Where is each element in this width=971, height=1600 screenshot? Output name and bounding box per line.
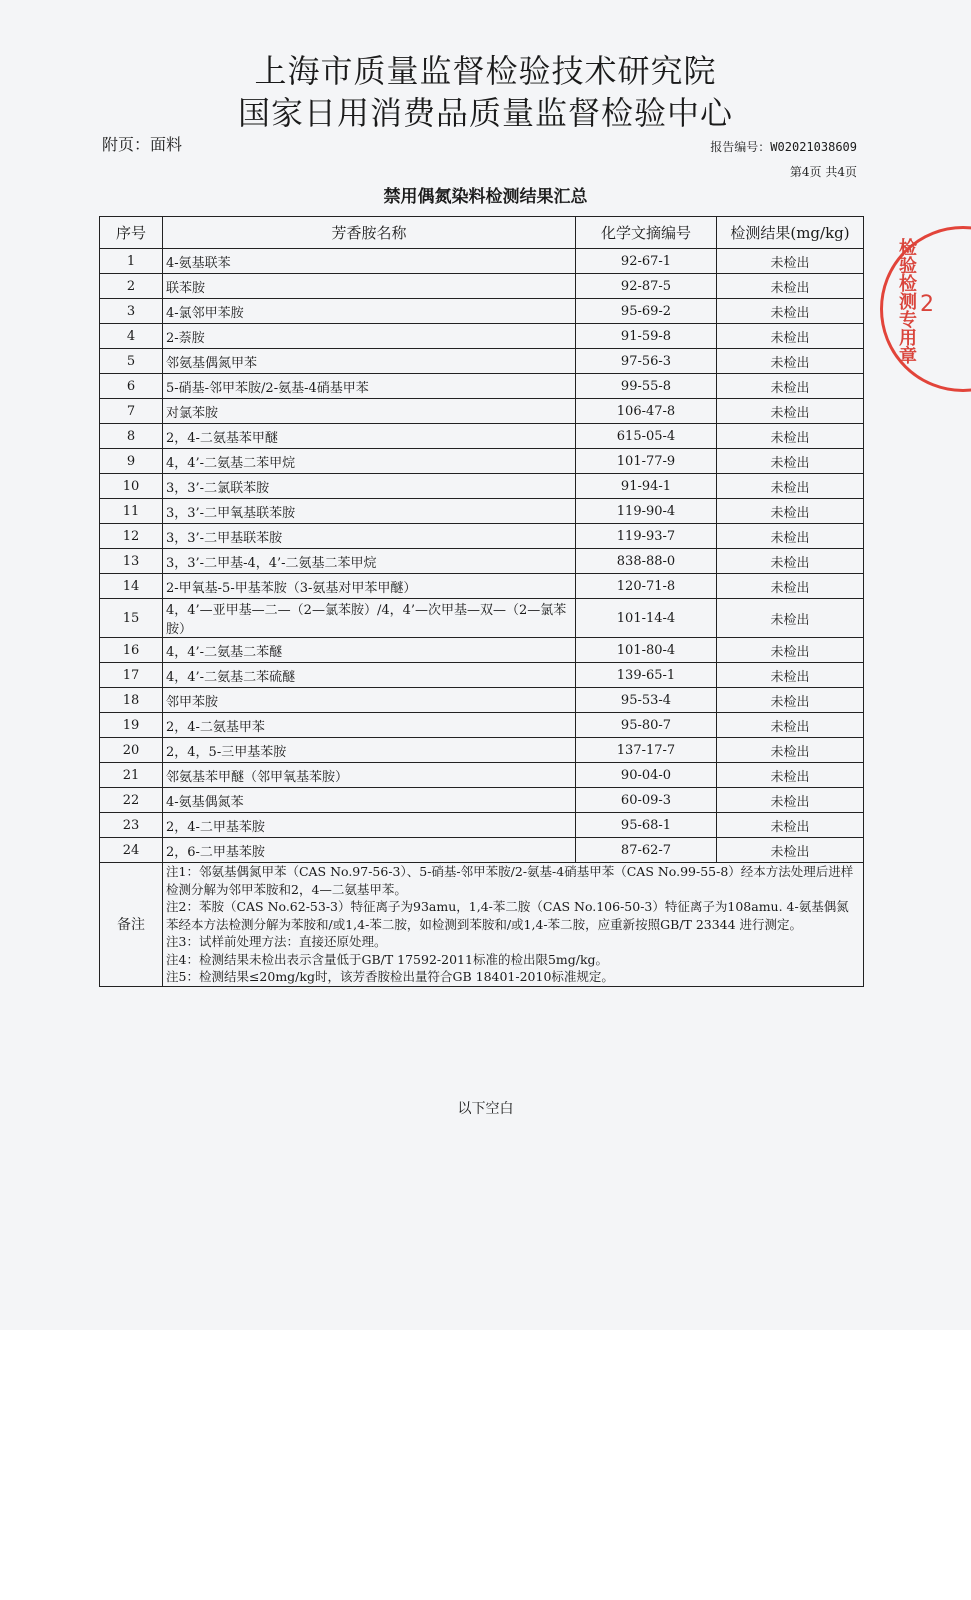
row-cas-number: 95-69-2 [576,299,717,324]
notes-label: 备注 [100,863,163,987]
row-result: 未检出 [717,524,864,549]
header-name: 芳香胺名称 [163,217,576,249]
row-amine-name: 2，4-二氨基苯甲醚 [163,424,576,449]
row-amine-name: 对氯苯胺 [163,399,576,424]
table-row [100,349,864,374]
row-cas-number: 101-77-9 [576,449,717,474]
row-amine-name: 4，4’-二氨基二苯醚 [163,638,576,663]
seal-number: 2 [920,292,934,317]
row-amine-name: 联苯胺 [163,274,576,299]
table-row [100,449,864,474]
table-row [100,838,864,863]
row-cas-number: 92-87-5 [576,274,717,299]
row-amine-name: 3，3’-二甲氧基联苯胺 [163,499,576,524]
table-row [100,688,864,713]
row-cas-number: 92-67-1 [576,249,717,274]
row-no: 2 [100,274,163,299]
table-row [100,599,864,638]
row-cas-number: 99-55-8 [576,374,717,399]
table-row [100,813,864,838]
row-no: 13 [100,549,163,574]
row-amine-name: 2，6-二甲基苯胺 [163,838,576,863]
note-5: 注5：检测结果≤20mg/kg时，该芳香胺检出量符合GB 18401-2010标准规定。 [166,969,614,984]
row-no: 22 [100,788,163,813]
row-result: 未检出 [717,599,864,638]
row-amine-name: 4-氯邻甲苯胺 [163,299,576,324]
row-cas-number: 838-88-0 [576,549,717,574]
row-result: 未检出 [717,349,864,374]
header-result: 检测结果(mg/kg) [717,217,864,249]
row-cas-number: 119-90-4 [576,499,717,524]
appendix-label: 附页：面料 [102,135,183,154]
row-cas-number: 615-05-4 [576,424,717,449]
row-amine-name: 3，3’-二甲基联苯胺 [163,524,576,549]
table-row [100,788,864,813]
row-cas-number: 119-93-7 [576,524,717,549]
row-no: 8 [100,424,163,449]
table-row [100,299,864,324]
row-no: 9 [100,449,163,474]
table-row [100,713,864,738]
row-no: 16 [100,638,163,663]
row-cas-number: 91-94-1 [576,474,717,499]
row-cas-number: 95-80-7 [576,713,717,738]
table-header-row [100,217,864,249]
institute-title: 上海市质量监督检验技术研究院 [254,52,717,90]
results-table [99,216,864,987]
row-cas-number: 90-04-0 [576,763,717,788]
table-row [100,474,864,499]
row-no: 15 [100,599,163,638]
header-no: 序号 [100,217,163,249]
row-cas-number: 120-71-8 [576,574,717,599]
row-no: 23 [100,813,163,838]
row-amine-name: 3，3’-二氯联苯胺 [163,474,576,499]
page-info: 第4页 共4页 [789,165,857,179]
row-amine-name: 4，4’—亚甲基—二—（2—氯苯胺）/4，4’—次甲基—双—（2—氯苯胺） [163,599,576,638]
table-row [100,499,864,524]
table-row [100,399,864,424]
report-number: 报告编号：W02021038609 [710,140,857,154]
row-no: 6 [100,374,163,399]
row-no: 3 [100,299,163,324]
row-result: 未检出 [717,838,864,863]
row-result: 未检出 [717,499,864,524]
row-no: 5 [100,349,163,374]
row-amine-name: 4，4’-二氨基二苯甲烷 [163,449,576,474]
row-amine-name: 邻氨基偶氮甲苯 [163,349,576,374]
row-result: 未检出 [717,324,864,349]
table-row [100,738,864,763]
row-no: 19 [100,713,163,738]
notes-cell [163,863,864,987]
summary-title: 禁用偶氮染料检测结果汇总 [383,187,588,207]
row-cas-number: 97-56-3 [576,349,717,374]
row-no: 10 [100,474,163,499]
row-amine-name: 4-氨基偶氮苯 [163,788,576,813]
row-cas-number: 139-65-1 [576,663,717,688]
row-no: 14 [100,574,163,599]
row-amine-name: 2，4-二氨基甲苯 [163,713,576,738]
table-row [100,638,864,663]
row-amine-name: 2-甲氧基-5-甲基苯胺（3-氨基对甲苯甲醚） [163,574,576,599]
table-row [100,763,864,788]
table-row [100,274,864,299]
note-1: 注1：邻氨基偶氮甲苯（CAS No.97-56-3）、5-硝基-邻甲苯胺/2-氨基-4硝基甲苯（CAS No.99-55-8）经本方法处理后进样检测分解为邻甲苯胺和2，4—二氨基甲苯。 [166,864,854,897]
row-no: 24 [100,838,163,863]
row-result: 未检出 [717,274,864,299]
row-result: 未检出 [717,249,864,274]
row-result: 未检出 [717,299,864,324]
row-no: 1 [100,249,163,274]
note-3: 注3：试样前处理方法：直接还原处理。 [166,934,387,949]
row-result: 未检出 [717,449,864,474]
row-result: 未检出 [717,399,864,424]
row-result: 未检出 [717,638,864,663]
row-no: 21 [100,763,163,788]
row-amine-name: 5-硝基-邻甲苯胺/2-氨基-4硝基甲苯 [163,374,576,399]
row-cas-number: 106-47-8 [576,399,717,424]
row-no: 20 [100,738,163,763]
center-title: 国家日用消费品质量监督检验中心 [237,94,733,132]
table-row [100,663,864,688]
row-no: 11 [100,499,163,524]
table-body [100,249,864,863]
row-amine-name: 4，4’-二氨基二苯硫醚 [163,663,576,688]
seal-text: 检验检测专用章 [896,238,917,364]
row-cas-number: 91-59-8 [576,324,717,349]
row-amine-name: 2-萘胺 [163,324,576,349]
row-no: 4 [100,324,163,349]
row-result: 未检出 [717,474,864,499]
note-4: 注4：检测结果未检出表示含量低于GB/T 17592-2011标准的检出限5mg/kg。 [166,951,609,967]
row-no: 12 [100,524,163,549]
row-result: 未检出 [717,713,864,738]
row-amine-name: 邻氨基苯甲醚（邻甲氧基苯胺） [163,763,576,788]
row-cas-number: 101-14-4 [576,599,717,638]
row-result: 未检出 [717,688,864,713]
table-row [100,574,864,599]
table-row [100,549,864,574]
row-no: 17 [100,663,163,688]
table-row [100,374,864,399]
row-cas-number: 137-17-7 [576,738,717,763]
row-amine-name: 邻甲苯胺 [163,688,576,713]
row-result: 未检出 [717,574,864,599]
row-amine-name: 4-氨基联苯 [163,249,576,274]
row-result: 未检出 [717,549,864,574]
row-result: 未检出 [717,738,864,763]
row-amine-name: 3，3’-二甲基-4，4’-二氨基二苯甲烷 [163,549,576,574]
header-cas: 化学文摘编号 [576,217,717,249]
table-row [100,249,864,274]
row-cas-number: 87-62-7 [576,838,717,863]
row-cas-number: 95-53-4 [576,688,717,713]
row-no: 7 [100,399,163,424]
table-row [100,424,864,449]
notes-row [100,863,864,987]
row-cas-number: 60-09-3 [576,788,717,813]
row-result: 未检出 [717,424,864,449]
row-result: 未检出 [717,374,864,399]
row-no: 18 [100,688,163,713]
row-cas-number: 95-68-1 [576,813,717,838]
row-result: 未检出 [717,763,864,788]
table-row [100,324,864,349]
row-amine-name: 2，4-二甲基苯胺 [163,813,576,838]
note-2: 注2：苯胺（CAS No.62-53-3）特征离子为93amu，1,4-苯二胺（CAS No.106-50-3）特征离子为108amu. 4-氨基偶氮苯经本方法检测分解为苯胺和/或1,4-苯二胺，如检测到苯胺和/或1,4-苯二胺，应重新按照GB/T 23344 进行测定。 [166,899,849,932]
row-amine-name: 2，4，5-三甲基苯胺 [163,738,576,763]
row-result: 未检出 [717,813,864,838]
row-result: 未检出 [717,663,864,688]
table-row [100,524,864,549]
row-result: 未检出 [717,788,864,813]
blank-below-label: 以下空白 [457,1101,514,1117]
row-cas-number: 101-80-4 [576,638,717,663]
